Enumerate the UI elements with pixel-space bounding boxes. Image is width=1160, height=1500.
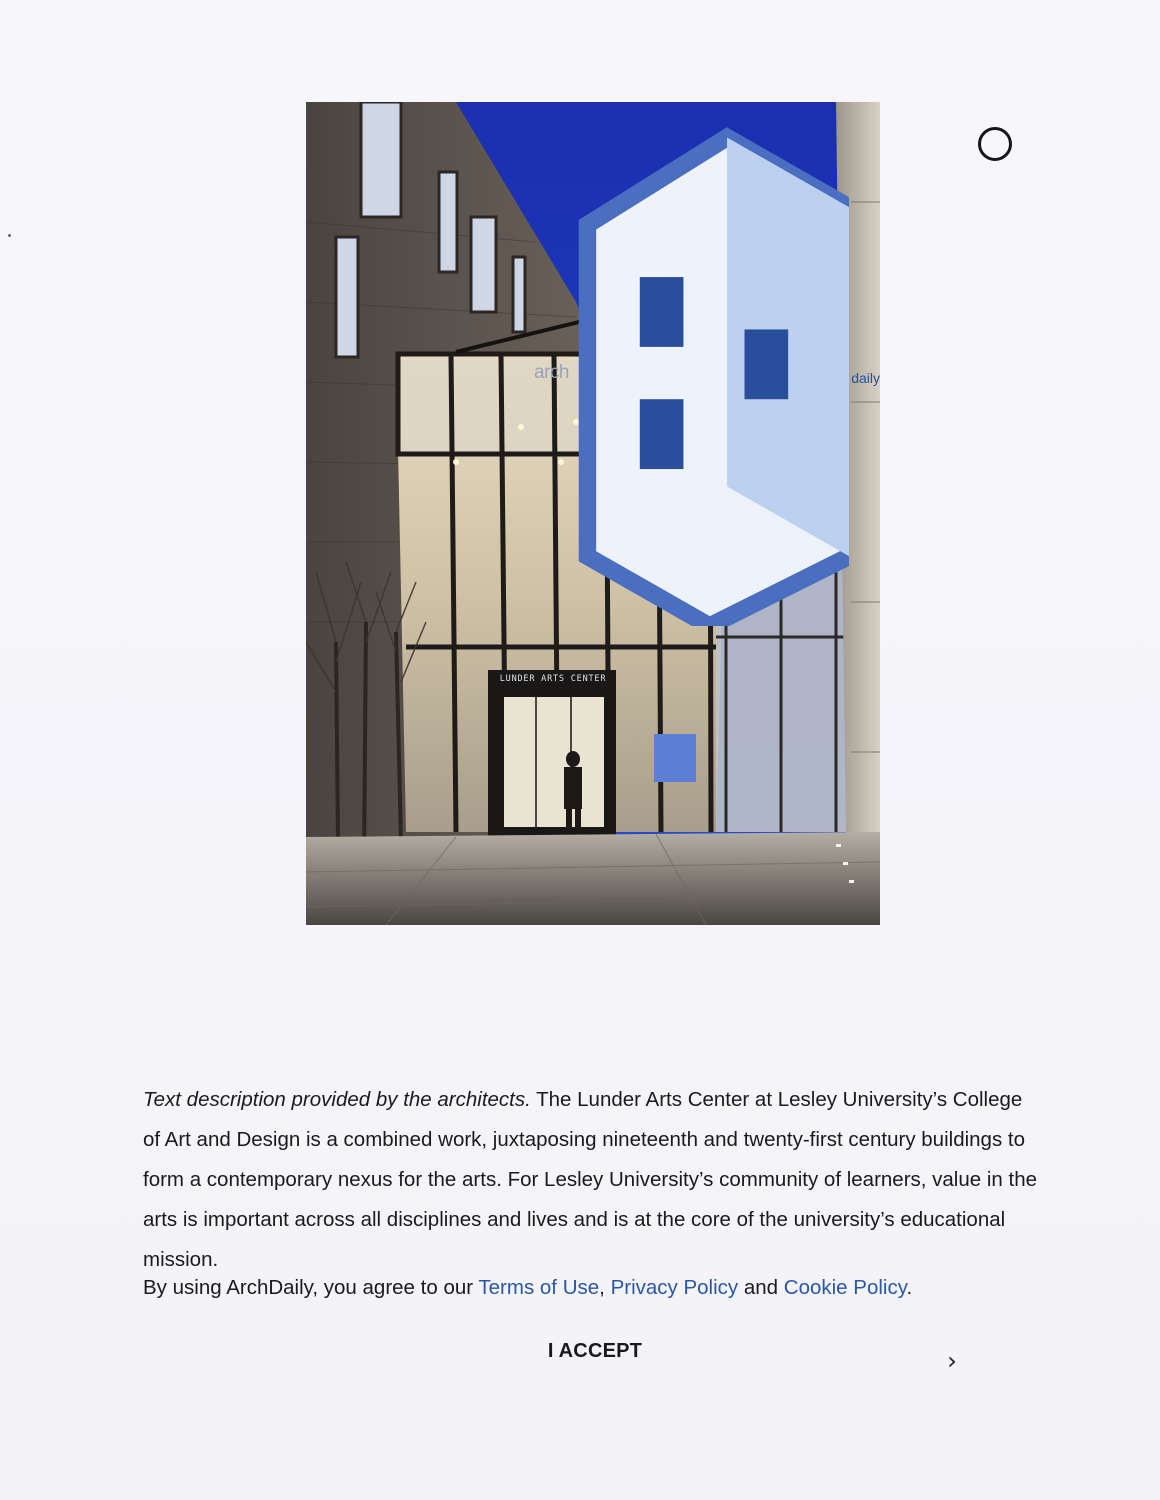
consent-prefix: By using ArchDaily, you agree to our: [143, 1276, 479, 1299]
consent-and: and: [738, 1276, 784, 1299]
chevron-right-icon[interactable]: ›: [938, 1344, 966, 1378]
logo-cube-icon: [570, 120, 849, 626]
building-photo: [306, 102, 880, 925]
consent-period: .: [906, 1276, 913, 1299]
cookie-policy-link[interactable]: Cookie Policy: [783, 1276, 907, 1299]
accept-button[interactable]: I ACCEPT: [520, 1333, 670, 1369]
terms-of-use-link[interactable]: Terms of Use: [478, 1276, 600, 1299]
circle-select-icon[interactable]: [978, 127, 1012, 161]
scan-speck: [8, 234, 11, 237]
entrance-sign: LUNDER ARTS CENTER: [499, 674, 607, 684]
logo-word-daily: daily: [851, 370, 880, 387]
logo-word-arch: arch: [534, 362, 569, 384]
description-intro: Text description provided by the architects.: [143, 1088, 531, 1111]
archdaily-logo: [534, 120, 880, 626]
consent-comma: ,: [599, 1276, 611, 1299]
description-body: The Lunder Arts Center at Lesley University’s College of Art and Design is a combined work, juxtaposing nineteenth and twenty-first century buildings to form a contemporary nexus for the arts. For Lesley University’s community of learners, value in the arts is important across all disciplines and lives and is at the core of the university’s educational mission.: [143, 1088, 1038, 1271]
cookie-consent-text: [143, 1272, 1043, 1304]
project-description: [143, 1080, 1043, 1280]
privacy-policy-link[interactable]: Privacy Policy: [610, 1276, 739, 1299]
